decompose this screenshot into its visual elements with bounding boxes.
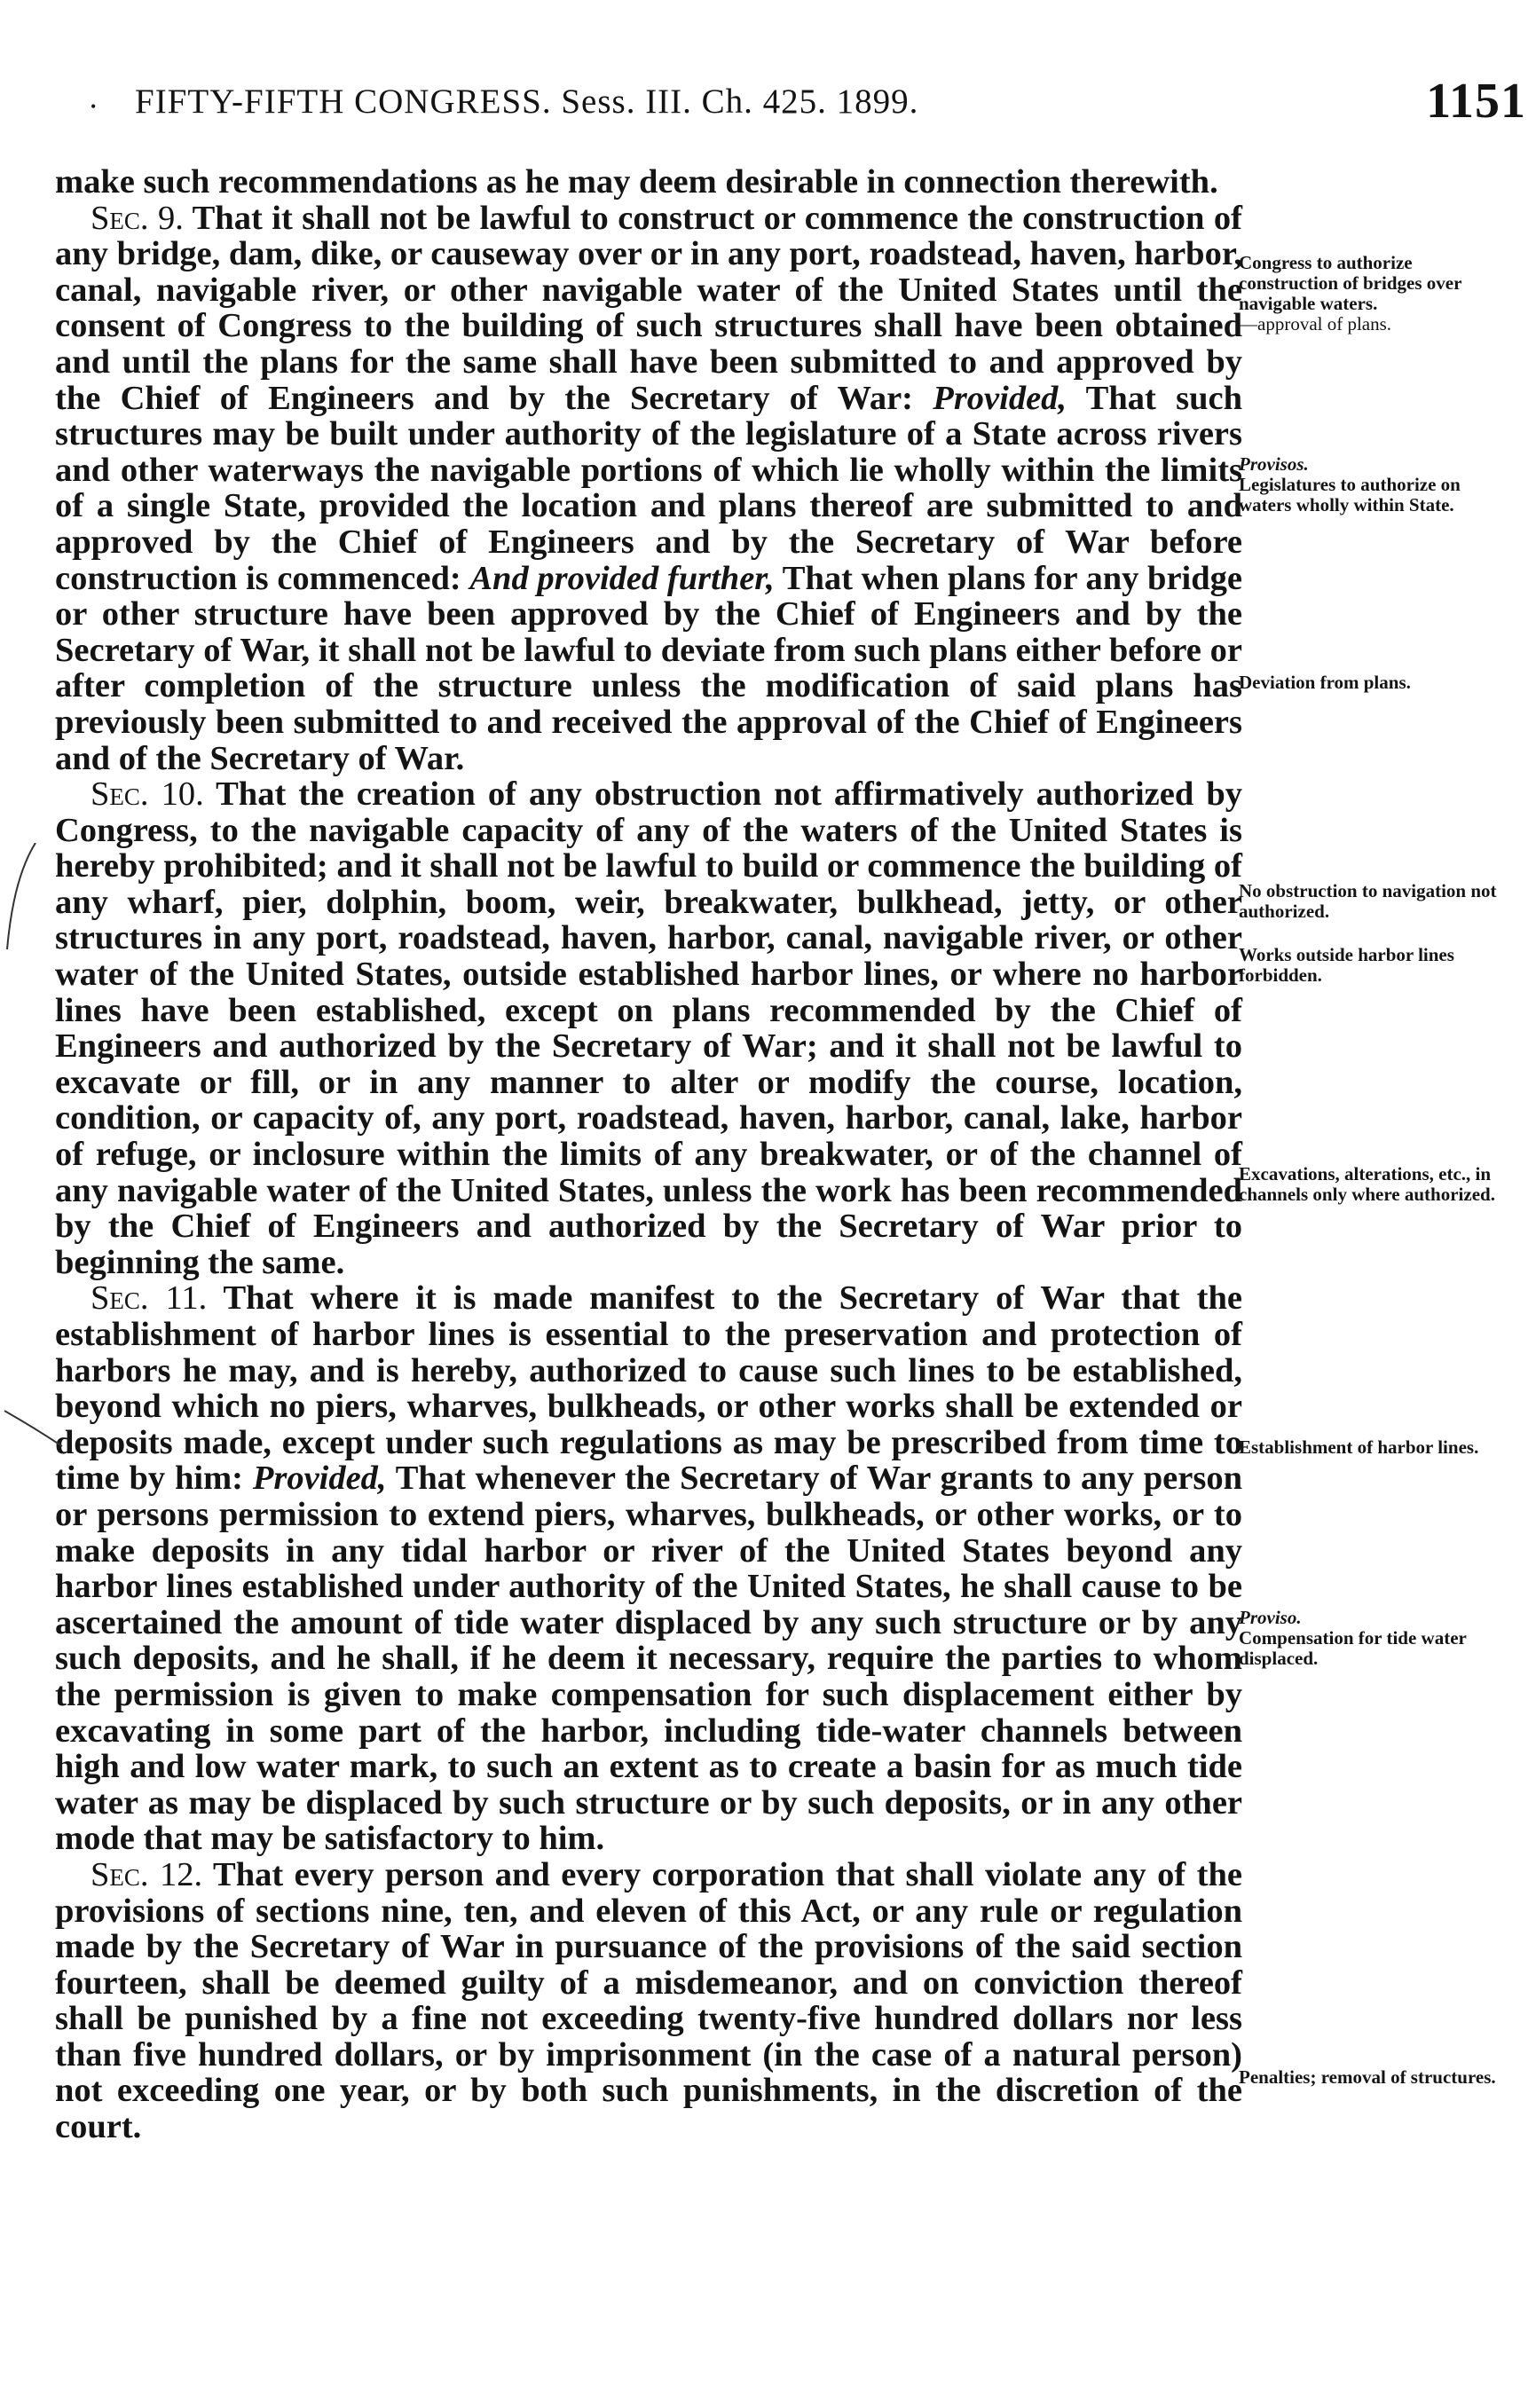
margin-note-text: Congress to authorize construction of bridges over navigable waters. (1239, 252, 1462, 314)
section-9-proviso-1: Provided, (933, 379, 1067, 417)
section-11-proviso: Provided, (252, 1460, 387, 1498)
section-11 (55, 1280, 1242, 1857)
section-10-text: That the creation of any obstruction not affirmatively authorized by Congress, to the navigable capacity of any of the waters of the United States is hereby prohibited; and it shall not be lawful to build or commence the building of any wharf, pier, dolphin, boom, weir, breakwater, bulkhead, jetty, or other structures in any port, roadstead, haven, harbor, canal, navigable river, or other water of the United States, outside established harbor lines, or where no harbor lines have been established, except on plans recommended by the Chief of Engineers and authorized by the Secretary of War; and it shall not be lawful to excavate or fill, or in any manner to alter or modify the course, location, condition, or capacity of, any port, roadstead, haven, harbor, canal, lake, harbor of refuge, or inclosure within the limits of any breakwater, or of the channel of any navigable water of the United States, unless the work has been recommended by the Chief of Engineers and authorized by the Secretary of War prior to beginning the same. (55, 775, 1242, 1281)
section-9-text-1: That it shall not be lawful to construct or commence the construction of any bridge, dam, dike, or causeway over or in any port, roadstead, haven, harbor, canal, navigable river, or other navigable water of the United States until the consent of Congress to the building of such structures shall have been obtained and until the plans for the same shall have been submitted to and approved by the Chief of Engineers and by the Secretary of War: (55, 199, 1242, 417)
margin-note-text: Establishment of harbor lines. (1239, 1436, 1479, 1458)
running-head: FIFTY-FIFTH CONGRESS. Sess. III. Ch. 425. 1899. (135, 83, 919, 121)
bullet-dot-icon: • (91, 98, 97, 115)
section-10-label: Sec. 10. (91, 775, 204, 814)
section-12 (55, 1857, 1242, 2145)
margin-note-heading: Proviso. (1239, 1607, 1302, 1628)
margin-note-works-outside (1239, 945, 1505, 986)
margin-note-provisos (1239, 454, 1505, 515)
statute-text (55, 164, 1242, 2145)
margin-note-text: Works outside harbor lines forbidden. (1239, 944, 1454, 986)
margin-note-bridges (1239, 253, 1505, 334)
margin-note-deviation (1239, 673, 1505, 693)
section-9-proviso-2: And provided further, (469, 559, 775, 597)
section-11-label: Sec. 11. (91, 1279, 208, 1318)
page-number: 1151 (1426, 74, 1526, 129)
margin-note-obstruction (1239, 881, 1505, 922)
section-11-text-2: That whenever the Secretary of War grants to any person or persons permission to extend piers, wharves, bulkheads, or other works, or to make deposits in any tidal harbor or river of the United States beyond any harbor lines established under authority of the United States, he shall cause to be ascertained the amount of tide water displaced by any such structure or by any such deposits, and he shall, if he deem it necessary, require the parties to whom the permission is given to make compensation for such displacement either by excavating in some part of the harbor, including tide-water channels between high and low water mark, to such an extent as to create a basin for as much tide water as may be displaced by such structure or by such deposits, or in any other mode that may be satisfactory to him. (55, 1460, 1242, 1858)
pencil-mark-icon (0, 843, 53, 958)
margin-note-text: Deviation from plans. (1239, 672, 1411, 693)
section-12-label: Sec. 12. (91, 1855, 203, 1893)
section-9-text-2: That such structures may be built under authority of the legislature of a State across rivers and other waterways the navigable portions of which lie wholly within the limits of a single State, provided the location and plans thereof are submitted to and approved by the Chief of Engineers and by the Secretary of War before construction is commenced: (55, 379, 1242, 597)
page-header (53, 74, 1526, 144)
pencil-mark-icon (0, 1406, 71, 1460)
section-10 (55, 776, 1242, 1280)
section-11-text-1: That where it is made manifest to the Secretary of War that the establishment of harbor lines is essential to the preservation and protection of harbors he may, and is hereby, authorized to cause such lines to be established, beyond which no piers, wharves, bulkheads, or other works shall be extended or deposits made, except under such regulations as may be prescribed from time to time by him: (55, 1279, 1242, 1498)
margin-note-text: No obstruction to navigation not authorized. (1239, 880, 1497, 922)
section-9 (55, 201, 1242, 777)
section-9-label: Sec. 9. (91, 199, 184, 237)
section-12-text: That every person and every corporation that shall violate any of the provisions of sections nine, ten, and eleven of this Act, or any rule or regulation made by the Secretary of War in pursuance of the provisions of the said section fourteen, shall be deemed guilty of a misdemeanor, and on conviction thereof shall be punished by a fine not exceeding twenty-five hundred dollars nor less than five hundred dollars, or by imprisonment (in the case of a natural person) not exceeding one year, or by both such punishments, in the discretion of the court. (55, 1855, 1242, 2146)
margin-note-heading: Provisos. (1239, 453, 1309, 475)
intro-paragraph: make such recommendations as he may deem desirable in connection therewith. (55, 163, 1218, 201)
margin-note-text: Excavations, alterations, etc., in channels only where authorized. (1239, 1163, 1495, 1205)
margin-note-penalties (1239, 2067, 1505, 2088)
margin-note-text: Compensation for tide water displaced. (1239, 1627, 1467, 1669)
section-9-text-3: That when plans for any bridge or other structure have been approved by the Chief of Engineers and by the Secretary of War, it shall not be lawful to deviate from such plans either before or after completion of the structure unless the modification of said plans has previously been submitted to and received the approval of the Chief of Engineers and of the Secretary of War. (55, 559, 1243, 777)
margin-note-text: Penalties; removal of structures. (1239, 2066, 1496, 2088)
margin-note-text: —approval of plans. (1239, 313, 1392, 334)
margin-note-proviso (1239, 1608, 1505, 1669)
margin-note-harbor-lines (1239, 1437, 1505, 1458)
margin-note-text: Legislatures to authorize on waters wholly within State. (1239, 474, 1461, 515)
margin-note-excavations (1239, 1164, 1505, 1205)
